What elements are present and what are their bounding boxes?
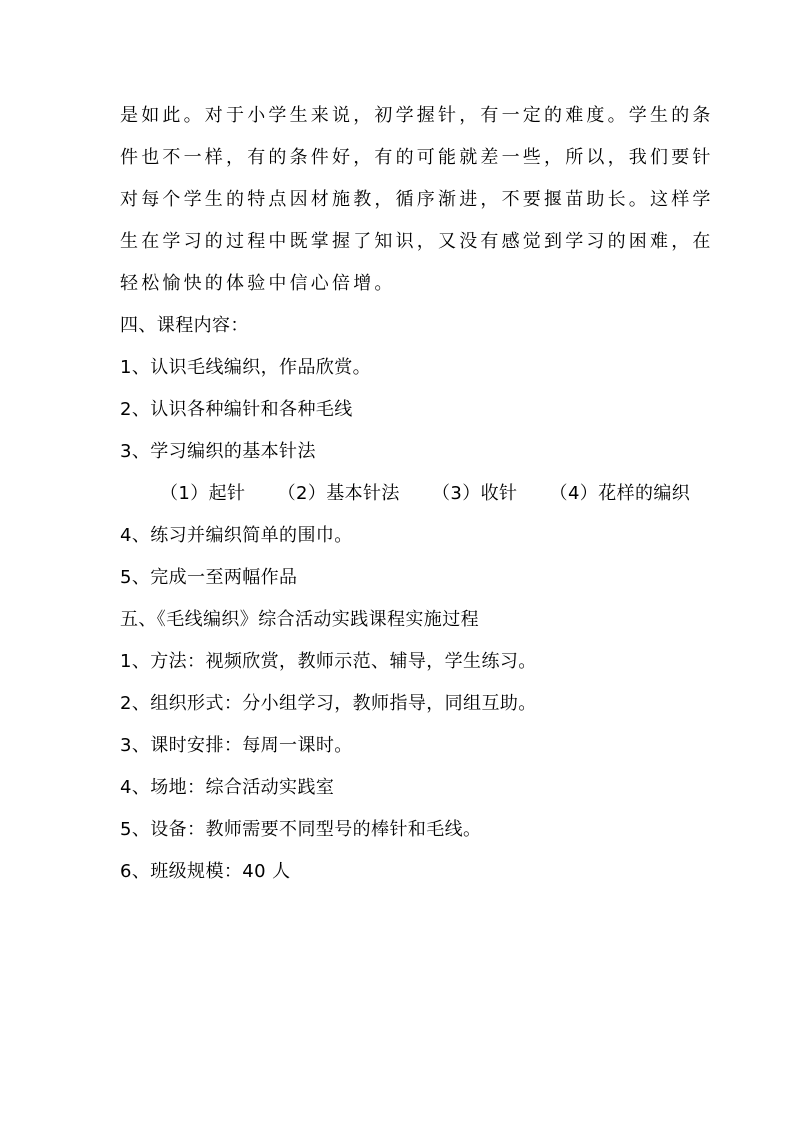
- paragraph-line: 对每个学生的特点因材施教，循序渐进，不要揠苗助长。这样学: [120, 189, 714, 210]
- paragraph-line: 是如此。对于小学生来说，初学握针，有一定的难度。学生的条: [120, 105, 714, 126]
- method-item: （3）收针: [431, 483, 518, 504]
- list-item: 6、班级规模：40 人: [120, 861, 291, 882]
- list-item: 2、组织形式：分小组学习，教师指导，同组互助。: [120, 693, 537, 714]
- list-item: 3、学习编织的基本针法: [120, 441, 316, 462]
- paragraph-line: 轻松愉快的体验中信心倍增。: [120, 273, 396, 294]
- paragraph-line: 件也不一样，有的条件好，有的可能就差一些，所以，我们要针: [120, 147, 714, 168]
- method-item: （2）基本针法: [277, 483, 400, 504]
- method-item: （1）起针: [160, 483, 246, 504]
- list-item: 1、认识毛线编织，作品欣赏。: [120, 357, 372, 378]
- section-heading-course-content: 四、课程内容：: [120, 315, 249, 336]
- list-item: 4、练习并编织简单的围巾。: [120, 525, 353, 546]
- list-item: 3、课时安排：每周一课时。: [120, 735, 353, 756]
- list-item: 4、场地：综合活动实践室: [120, 777, 335, 798]
- section-heading-implementation: 五、《毛线编织》综合活动实践课程实施过程: [120, 609, 479, 630]
- paragraph-line: 生在学习的过程中既掌握了知识，又没有感觉到学习的困难，在: [120, 231, 714, 252]
- list-item: 2、认识各种编针和各种毛线: [120, 399, 353, 420]
- knitting-methods-row: [160, 482, 716, 506]
- method-item: （4）花样的编织: [549, 483, 691, 504]
- list-item: 1、方法：视频欣赏，教师示范、辅导，学生练习。: [120, 651, 537, 672]
- list-item: 5、设备：教师需要不同型号的棒针和毛线。: [120, 819, 482, 840]
- list-item: 5、完成一至两幅作品: [120, 567, 298, 588]
